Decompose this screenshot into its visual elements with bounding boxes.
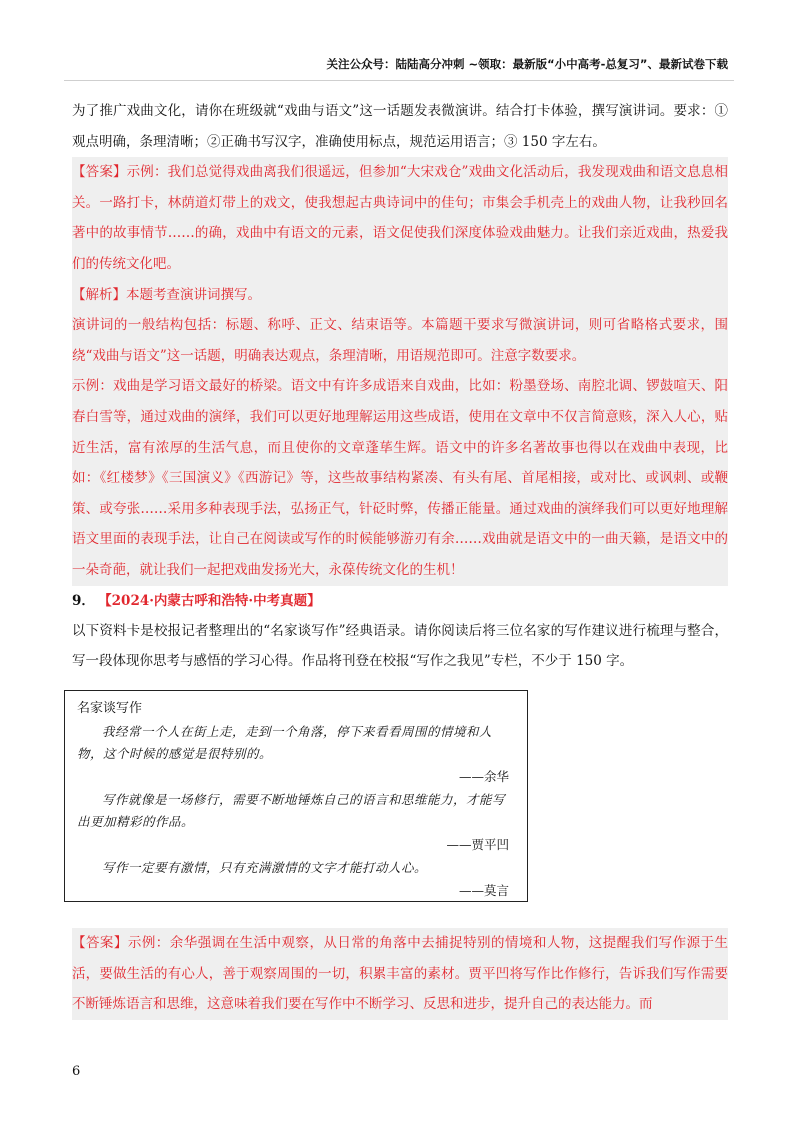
analysis-label: 【解析】	[72, 286, 126, 303]
q9-title	[72, 586, 728, 616]
q8-answer	[72, 157, 728, 279]
header-divider	[64, 80, 734, 81]
quote-text: 我经常一个人在街上走，走到一个角落，停下来看看周围的情境和人物，这个时候的感觉是很特别的。	[77, 724, 493, 761]
q9-prompt: 以下资料卡是校报记者整理出的“名家谈写作”经典语录。请你阅读后将三位名家的写作建议进行梳理与整合，写一段体现你思考与感悟的学习心得。作品将刊登在校报“写作之我见”专栏，不少于 150 字。	[72, 622, 728, 670]
q8-analysis-p1: 演讲词的一般结构包括：标题、称呼、正文、结束语等。本篇题干要求写微演讲词，则可省略格式要求，围绕“戏曲与语文”这一话题，明确表达观点，条理清晰，用语规范即可。注意字数要求。	[72, 317, 728, 364]
q9-source: 【2024·内蒙古呼和浩特·中考真题】	[104, 592, 321, 609]
quote-card	[64, 690, 528, 902]
q8-analysis-head	[72, 280, 728, 311]
quote-author: ——余华	[458, 769, 509, 784]
q8-analysis-title: 本题考查演讲词撰写。	[126, 286, 261, 303]
answer-label: 【答案】	[72, 164, 127, 181]
q8-answer-text: 示例：我们总觉得戏曲离我们很遥远，但参加“大宋戏仓”戏曲文化活动后，我发现戏曲和语文息息相关。一路打卡，林荫道灯带上的戏文，使我想起古典诗词中的佳句；市集会手机壳上的戏曲人物，让我秒回名著中的故事情节……的确，戏曲中有语文的元素，语文促使我们深度体验戏曲魅力。让我们亲近戏曲，热爱我们的传统文化吧。	[72, 164, 728, 272]
quote-card-title: 名家谈写作	[77, 701, 143, 716]
q8-analysis-p2: 示例：戏曲是学习语文最好的桥梁。语文中有许多成语来自戏曲，比如：粉墨登场、南腔北调、锣鼓喧天、阳春白雪等，通过戏曲的演绎，我们可以更好地理解运用这些成语，使用在文章中不仅言简意赅，深入人心，贴近生活，富有浓厚的生活气息，而且使你的文章蓬荜生辉。语文中的许多名著故事也得以在戏曲中表现，比如：《红楼梦》《三国演义》《西游记》等，这些故事结构紧凑、有头有尾、首尾相接，或对比、或讽刺、或鞭策、或夸张……采用多种表现手法，弘扬正气，针砭时弊，传播正能量。通过戏曲的演绎我们可以更好地理解语文里面的表现手法，让自己在阅读或写作的时候能够游刃有余……戏曲就是语文中的一曲天籁，是语文中的一朵奇葩，就让我们一起把戏曲发扬光大，永葆传统文化的生机！	[72, 378, 728, 578]
q8-solution-block	[72, 157, 728, 585]
q9-number: 9．	[72, 592, 95, 609]
q9-answer-text: 示例：余华强调在生活中观察，从日常的角落中去捕捉特别的情境和人物，这提醒我们写作源于生活，要做生活的有心人，善于观察周围的一切，积累丰富的素材。贾平凹将写作比作修行，告诉我们写作需要不断锤炼语言和思维，这意味着我们要在写作中不断学习、反思和进步，提升自己的表达能力。而	[72, 935, 729, 1013]
quote-text: 写作一定要有激情，只有充满激情的文字才能打动人心。	[102, 860, 428, 875]
q9-solution-block	[72, 928, 728, 1020]
q9-answer	[72, 928, 728, 1020]
quote-text: 写作就像是一场修行，需要不断地锤炼自己的语言和思维能力，才能写出更加精彩的作品。	[77, 792, 506, 829]
main-content	[72, 96, 728, 677]
q8-prompt: 为了推广戏曲文化，请你在班级就“戏曲与语文”这一话题发表微演讲。结合打卡体验，撰写演讲词。要求：①观点明确，条理清晰；②正确书写汉字，准确使用标点，规范运用语言；③ 150 字左右。	[72, 103, 728, 150]
page-number: 6	[72, 1064, 81, 1079]
page-header: 关注公众号：陆陆高分冲刺 ~领取：最新版“小中高考-总复习”、最新试卷下载	[326, 57, 728, 71]
quote-author: ——莫言	[458, 883, 509, 898]
answer-label: 【答案】	[72, 935, 128, 951]
quote-author: ——贾平凹	[446, 837, 509, 852]
